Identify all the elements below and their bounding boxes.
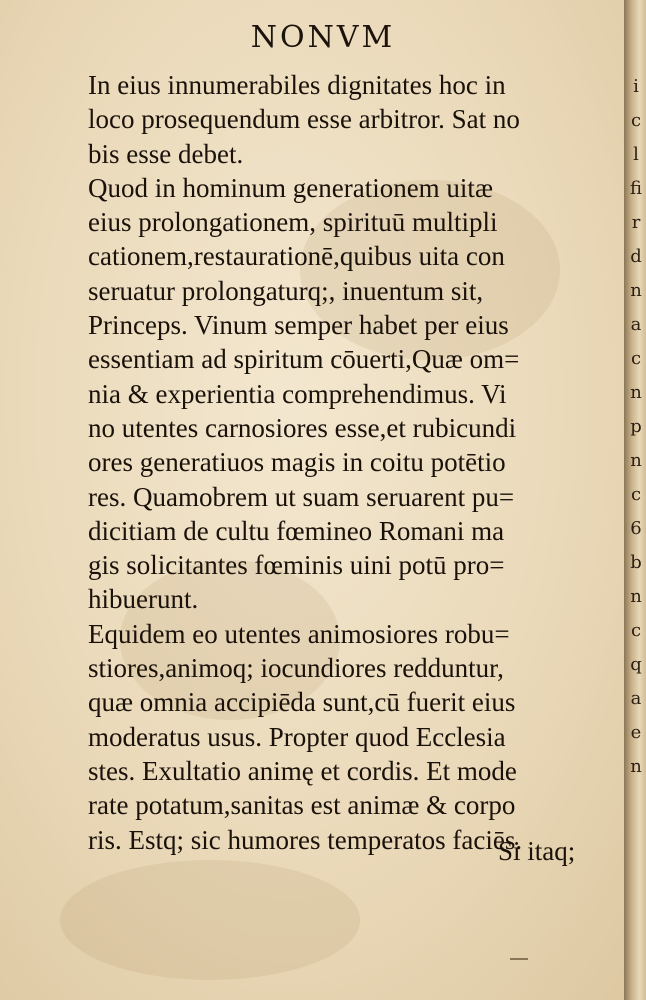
text-line: rate potatum,sanitas est animæ & corpo [88, 790, 516, 821]
facing-page-letter: n [630, 382, 642, 403]
text-line: Princeps. Vinum semper habet per eius [88, 310, 509, 341]
text-line: loco prosequendum esse arbitror. Sat no [88, 104, 520, 135]
facing-page-letter: a [630, 314, 642, 335]
facing-page-letter: d [630, 246, 642, 267]
text-line: bis esse debet. [88, 138, 244, 169]
text-line: stes. Exultatio animę et cordis. Et mode [88, 755, 517, 786]
facing-page-letter: n [630, 280, 642, 301]
facing-page-letter: e [630, 722, 642, 743]
facing-page-letter: c [630, 484, 642, 505]
text-line: seruatur prolongaturq;, inuentum sit, [88, 275, 484, 306]
text-line: essentiam ad spiritum cōuerti,Quæ om= [88, 344, 520, 375]
facing-page-letter: c [630, 620, 642, 641]
facing-page-letter: n [630, 756, 642, 777]
facing-page-letter: r [631, 212, 641, 233]
facing-page-letter: b [630, 552, 642, 573]
facing-page-letter: p [630, 416, 642, 437]
text-line: nia & experientia comprehendimus. Vi [88, 378, 507, 409]
text-line: dicitiam de cultu fœmineo Romani ma [88, 515, 505, 546]
text-line: hibuerunt. [88, 584, 199, 615]
facing-page-letter: fi [629, 178, 642, 199]
text-line: eius prolongationem, spirituū multipli [88, 207, 498, 238]
text-line: ris. Estq; sic humores temperatos faciēs. [88, 824, 523, 855]
paper-stain [60, 860, 360, 980]
facing-page-letter: q [630, 654, 642, 675]
facing-page-letter: l [633, 144, 639, 165]
facing-page-edge [624, 0, 646, 1000]
facing-page-letter: n [630, 450, 642, 471]
text-line: gis solicitantes fœminis uini potū pro= [88, 550, 505, 581]
text-line: In eius innumerabiles dignitates hoc in [88, 70, 506, 100]
body-text [88, 68, 608, 857]
running-head: NONVM [250, 20, 396, 55]
facing-page-letter: i [633, 76, 639, 97]
bottom-mark [510, 958, 528, 960]
facing-page-letters [628, 70, 644, 784]
text-line: Equidem eo utentes animosiores robu= [88, 618, 510, 649]
text-line: quæ omnia accipiēda sunt,cū fuerit eius [88, 687, 516, 718]
facing-page-letter: 6 [630, 518, 642, 539]
text-line: stiores,animoq; iocundiores redduntur, [88, 653, 504, 684]
text-line: ores generatiuos magis in coitu potētio [88, 447, 506, 478]
text-line: res. Quamobrem ut suam seruarent pu= [88, 481, 515, 512]
facing-page-letter: c [630, 348, 642, 369]
facing-page-letter: n [630, 586, 642, 607]
text-line: no utentes carnosiores esse,et rubicundi [88, 412, 517, 443]
text-line: cationem,restaurationē,quibus uita con [88, 241, 505, 272]
text-line: Quod in hominum generationem uitæ [88, 172, 493, 203]
text-line: moderatus usus. Propter quod Ecclesia [88, 721, 506, 752]
catchword: Si itaq; [498, 836, 576, 866]
facing-page-letter: a [630, 688, 642, 709]
facing-page-letter: c [630, 110, 642, 131]
